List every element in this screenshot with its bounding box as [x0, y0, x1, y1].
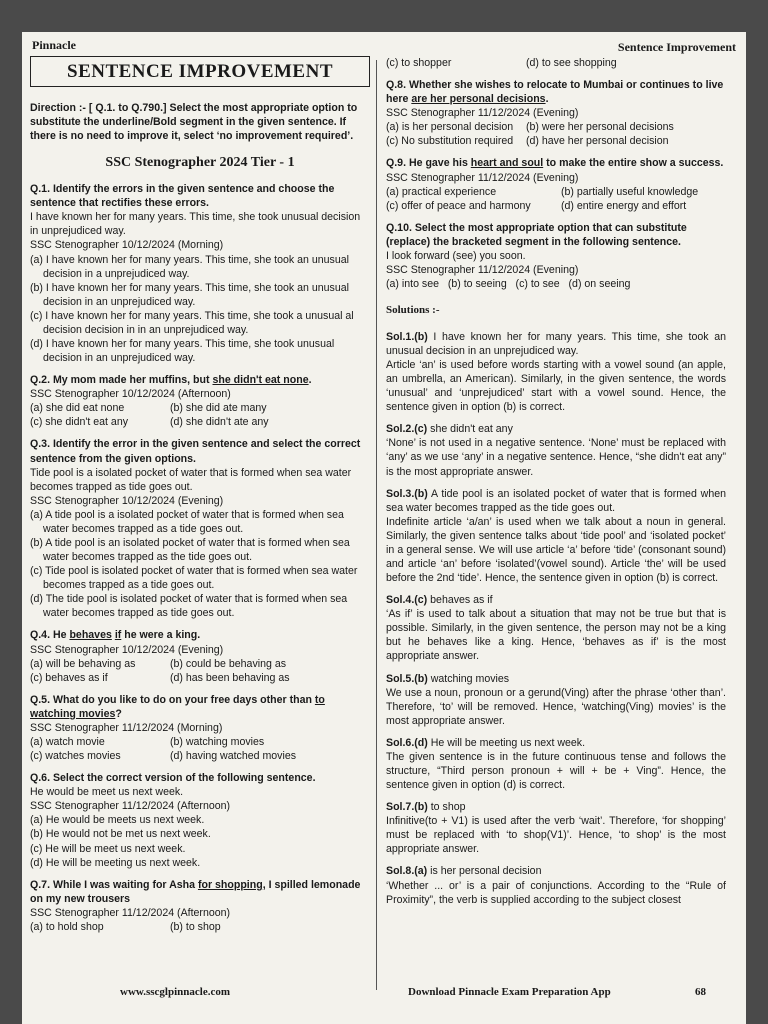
question-text: [386, 78, 726, 106]
option-b: (b) He would not be met us next week.: [30, 828, 211, 841]
option-a: (a) will be behaving as: [30, 657, 136, 670]
solution-label: Sol.1.(b): [386, 330, 428, 343]
solution-answer-text: watching movies: [427, 672, 510, 685]
question-text-part: Q.2. My mom made her muffins, but: [30, 374, 213, 387]
solution-3: [386, 487, 726, 586]
question-source: SSC Stenographer 11/12/2024 (Afternoon): [30, 906, 231, 919]
question-text-part: to make the entire show a success.: [543, 157, 724, 170]
solution-label: Sol.6.(d): [386, 736, 428, 749]
question-text: [30, 878, 370, 906]
option-c: (c) offer of peace and harmony: [386, 199, 531, 212]
footer-website: www.sscglpinnacle.com: [120, 986, 230, 998]
options-row: [386, 56, 726, 70]
solution-answer-text: A tide pool is an isolated pocket of water that is formed when sea water becomes trapped as the tide goes out.: [386, 487, 726, 514]
question-source: SSC Stenographer 10/12/2024 (Afternoon): [30, 388, 231, 401]
solution-answer-text: He will be meeting us next week.: [427, 736, 586, 749]
option-b: (b) she did ate many: [170, 402, 267, 415]
options-row: [30, 920, 370, 934]
option-b: (b) to shop: [170, 920, 221, 933]
options-row: [386, 120, 726, 134]
question-2: [30, 373, 370, 429]
question-text-part: ?: [115, 707, 122, 720]
option-a: (a) watch movie: [30, 736, 105, 748]
exam-title: SSC Stenographer 2024 Tier - 1: [105, 154, 295, 170]
solution-answer: [386, 330, 726, 358]
solution-label: Sol.8.(a): [386, 865, 428, 878]
option-c: (c) to shopper: [386, 57, 452, 69]
options-row: [386, 185, 726, 199]
option-b: (b) were her personal decisions: [526, 121, 674, 134]
underlined-segment: to watching movies: [30, 693, 325, 720]
solution-explanation: Article ‘an’ is used before words starting with a vowel sound (an apple, an umbrella, an American). Similarly, in the given sentence, the words ‘unusual’ and ‘unprejudiced’ start with a vowel sound. Hence, the sentence given in option (b) is correct.: [386, 358, 726, 414]
solution-label: Sol.5.(b): [386, 672, 428, 685]
question-10: [386, 221, 726, 291]
solution-answer: [386, 487, 726, 515]
solution-answer: [386, 593, 726, 607]
solution-2: [386, 422, 726, 478]
solution-answer: [386, 672, 726, 686]
question-text-part: .: [308, 374, 312, 387]
question-text-part: .: [545, 93, 549, 106]
option-d: (d) to see shopping: [526, 57, 617, 69]
solution-explanation: Infinitive(to + V1) is used after the verb ‘wait’. Therefore, ‘for shopping’ must be replaced with ‘to shop(V1)’. Hence, ‘to shop’ is the most appropriate answer.: [386, 815, 726, 856]
direction-text: Direction :- [ Q.1. to Q.790.] Select the most appropriate option to substitute the underline/Bold segment in the given sentence. If there is no need to improve it, select ‘no improvement required’.: [30, 102, 358, 143]
question-text: [386, 156, 726, 170]
footer-app-promo: Download Pinnacle Exam Preparation App: [408, 986, 611, 998]
option-c: (c) No substitution required: [386, 135, 514, 148]
column-divider: [376, 60, 377, 990]
solution-answer-text: I have known her for many years. This time, she took an unusual decision in an unprejudiced way.: [386, 330, 726, 357]
question-9: [386, 156, 726, 212]
options-row: [30, 749, 370, 763]
question-3: [30, 437, 370, 620]
options-row: [30, 735, 370, 749]
solution-answer-text: she didn't eat any: [427, 423, 513, 436]
question-7-continued: [386, 56, 726, 70]
option-a: (a) He would be meets us next week.: [30, 814, 205, 827]
underlined-segment: for shopping: [197, 878, 263, 891]
option-a: (a) she did eat none: [30, 402, 125, 415]
header-section-title: Sentence Improvement: [617, 40, 736, 54]
option-b: (b) A tide pool is an isolated pocket of water that is formed when sea water becomes trapped as the tide goes out.: [30, 536, 350, 564]
options-row: [386, 134, 726, 148]
question-source: SSC Stenographer 11/12/2024 (Evening): [386, 107, 579, 120]
option-d: (d) have her personal decision: [526, 135, 669, 148]
solution-answer-text: is her personal decision: [427, 865, 542, 878]
question-4: [30, 628, 370, 684]
options-row: [30, 657, 370, 671]
option-a: (a) is her personal decision: [386, 121, 514, 134]
option-a: (a) I have known her for many years. This time, she took an unusual decision in a unprejudiced way.: [30, 253, 349, 280]
page-number: 68: [695, 986, 706, 998]
question-text: Q.1. Identify the errors in the given sentence and choose the sentence that rectifies these errors.: [30, 183, 335, 210]
question-text: [30, 373, 370, 387]
option-c: (c) watches movies: [30, 750, 121, 763]
solution-answer: [386, 800, 726, 814]
option-b: (b) could be behaving as: [170, 657, 287, 670]
options-row: (a) into see (b) to seeing (c) to see (d) on seeing: [386, 278, 631, 291]
question-source: SSC Stenographer 11/12/2024 (Evening): [386, 171, 579, 184]
question-text: [30, 693, 370, 721]
underlined-segment: are her personal decisions: [411, 93, 546, 106]
question-source: SSC Stenographer 10/12/2024 (Evening): [30, 643, 224, 656]
option-c: (c) Tide pool is isolated pocket of water that is formed when sea water becomes trapped as a tide goes out.: [30, 565, 358, 592]
options-row: [386, 199, 726, 213]
solution-explanation: The given sentence is in the future continuous tense and follows the structure, “Third person pronoun + will + be + Ving”. Hence, the sentence given in option (d) is correct.: [386, 750, 726, 792]
option-d: (d) He will be meeting us next week.: [30, 856, 201, 869]
options-row: [30, 415, 370, 429]
solution-explanation: ‘As if’ is used to talk about a situation that may not be true but that is possible. Similarly, in the given sentence, the person may not be a king but he behaves like a king. Hence, ‘behaves as if’ is the most appropriate answer.: [386, 608, 726, 663]
question-6: [30, 771, 370, 870]
question-sentence: He would be meet us next week.: [30, 786, 184, 799]
solution-6: [386, 736, 726, 792]
option-c: (c) she didn't eat any: [30, 416, 129, 429]
option-c: (c) He will be meet us next week.: [30, 842, 186, 855]
solutions-heading: Solutions :-: [386, 304, 440, 317]
solution-7: [386, 800, 726, 856]
question-sentence: Tide pool is a isolated pocket of water that is formed when sea water becomes trapped as tide goes out.: [30, 466, 352, 493]
question-text-part: he were a king.: [121, 629, 201, 642]
options-row: [30, 401, 370, 415]
solution-5: [386, 672, 726, 728]
question-7: [30, 878, 370, 934]
option-c: (c) behaves as if: [30, 671, 108, 684]
question-text-part: , I spilled lemonade on my new trousers: [30, 878, 361, 905]
option-a: (a) practical experience: [386, 185, 497, 198]
solution-answer: [386, 422, 726, 436]
solution-label: Sol.2.(c): [386, 423, 428, 436]
option-d: (d) having watched movies: [170, 750, 297, 763]
question-source: SSC Stenographer 11/12/2024 (Morning): [30, 721, 223, 734]
question-text-part: Q.7. While I was waiting for Asha: [30, 878, 198, 891]
solution-answer-text: behaves as if: [427, 594, 493, 607]
underlined-segment: behaves: [69, 629, 112, 642]
solution-explanation: We use a noun, pronoun or a gerund(Ving) after the phrase ‘other than’. Therefore, ‘to’ will be removed. Hence, ‘watching(Ving) movies’ is the most appropriate answer.: [386, 686, 726, 727]
left-column: [30, 56, 370, 942]
question-5: [30, 693, 370, 763]
page-title: SENTENCE IMPROVEMENT: [30, 56, 370, 87]
solution-answer: [386, 736, 726, 750]
option-b: (b) partially useful knowledge: [561, 185, 699, 198]
question-text-part: Q.5. What do you like to do on your free days other than: [30, 693, 315, 706]
solution-answer-text: to shop: [427, 801, 466, 814]
question-text: [30, 628, 370, 642]
option-a: (a) to hold shop: [30, 920, 104, 933]
underlined-segment: if: [114, 629, 122, 642]
solution-4: [386, 593, 726, 663]
question-source: SSC Stenographer 10/12/2024 (Evening): [30, 494, 224, 507]
question-text-part: Q.8. Whether she wishes to relocate to Mumbai or continues to live here: [386, 79, 724, 106]
option-d: (d) has been behaving as: [170, 671, 290, 684]
question-8: [386, 78, 726, 148]
solution-1: [386, 330, 726, 414]
option-a: (a) A tide pool is a isolated pocket of water that is formed when sea water becomes trapped as a tide goes out.: [30, 508, 344, 535]
question-text: Q.10. Select the most appropriate option that can substitute (replace) the bracketed segment in the following sentence.: [386, 221, 687, 248]
document-page: [22, 32, 746, 1024]
question-source: SSC Stenographer 11/12/2024 (Evening): [386, 264, 579, 277]
option-d: (d) The tide pool is isolated pocket of water that is formed when sea water becomes trapped as tide goes out.: [30, 593, 348, 620]
option-c: (c) I have known her for many years. This time, she took a unusual al decision decision in in an unprejudiced way.: [30, 309, 354, 336]
options-row: [30, 671, 370, 685]
solution-explanation: Indefinite article ‘a/an’ is used when we talk about a noun in general. Similarly, the given sentence talks about ‘tide pool’ and ‘isolated pocket’ in a general sense. We will use article ‘a’ before ‘tide’ (consonant sound) and article ‘an’ before ‘isolated’(vowel sound). Article ‘the’ will be used before the 2nd ‘tide’. Hence, the sentence given in option (b) is correct.: [386, 515, 726, 585]
question-text: Q.6. Select the correct version of the following sentence.: [30, 772, 316, 785]
solution-8: [386, 864, 726, 906]
solution-explanation: ‘None’ is not used in a negative sentence. ‘None’ must be replaced with ‘any’ as we use ‘any’ in a negative sentence. Hence, “she didn't eat any” is the most appropriate answer.: [386, 437, 726, 478]
right-column: [386, 56, 726, 915]
question-sentence: I have known her for many years. This time, she took unusual decision in unprejudiced way.: [30, 211, 361, 238]
underlined-segment: she didn't eat none: [212, 374, 309, 387]
option-b: (b) I have known her for many years. This time, she took an unusual decision in an unprejudiced way.: [30, 281, 349, 308]
question-text-part: Q.9. He gave his: [386, 157, 471, 170]
option-b: (b) watching movies: [170, 736, 265, 748]
question-text: Q.3. Identify the error in the given sentence and select the correct sentence from the given options.: [30, 438, 361, 465]
question-text-part: Q.4. He: [30, 629, 70, 642]
header-brand: Pinnacle: [32, 38, 76, 52]
question-1: [30, 182, 370, 365]
solution-label: Sol.7.(b): [386, 801, 428, 814]
option-d: (d) entire energy and effort: [561, 199, 687, 212]
option-d: (d) she didn't ate any: [170, 416, 269, 429]
question-sentence: I look forward (see) you soon.: [386, 249, 526, 262]
question-source: SSC Stenographer 10/12/2024 (Morning): [30, 239, 224, 252]
question-source: SSC Stenographer 11/12/2024 (Afternoon): [30, 800, 231, 813]
underlined-segment: heart and soul: [470, 157, 544, 170]
solution-answer: [386, 864, 726, 878]
option-d: (d) I have known her for many years. This time, she took unusual decision in an unprejudiced way.: [30, 337, 335, 365]
solution-label: Sol.3.(b): [386, 487, 428, 500]
solution-label: Sol.4.(c): [386, 594, 428, 607]
solution-explanation: ‘Whether ... or’ is a pair of conjunctions. According to the “Rule of Proximity”, the verb is supplied according to the subject closest: [386, 879, 726, 906]
